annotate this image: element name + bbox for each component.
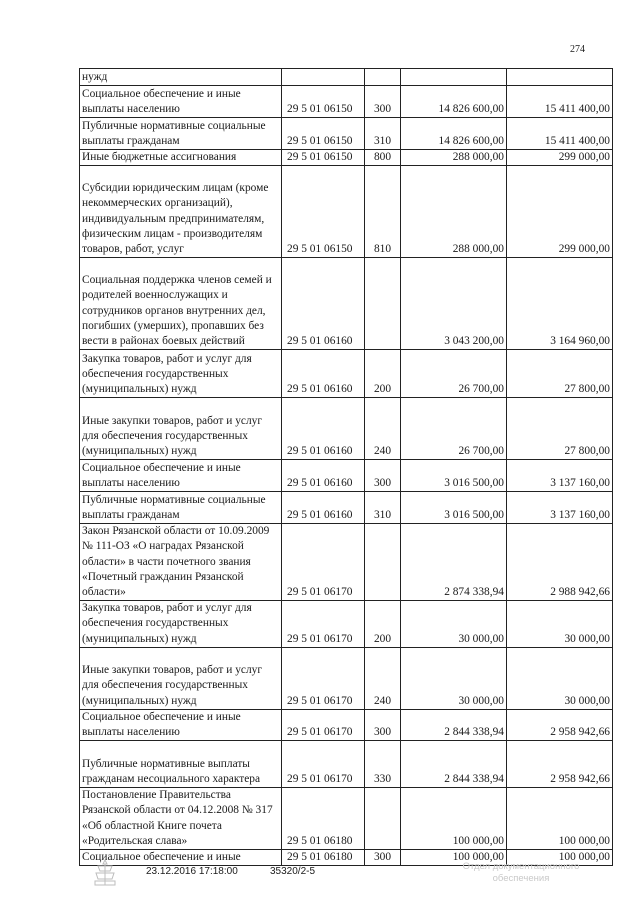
- table-row: [80, 398, 613, 460]
- emblem-icon: [92, 858, 118, 888]
- row-code: 29 5 01 06160: [282, 460, 365, 492]
- table-row: [80, 118, 613, 150]
- row-code: 29 5 01 06160: [282, 492, 365, 524]
- row-code: 29 5 01 06170: [282, 647, 365, 709]
- footer: [0, 862, 640, 892]
- row-amount-1: 14 826 600,00: [401, 86, 507, 118]
- row-code: 29 5 01 06170: [282, 741, 365, 788]
- row-amount-2: 27 800,00: [507, 350, 613, 398]
- table-row: [80, 601, 613, 648]
- row-amount-1: 2 874 338,94: [401, 524, 507, 601]
- row-amount-1: 30 000,00: [401, 601, 507, 648]
- row-amount-2: 3 137 160,00: [507, 460, 613, 492]
- row-type: [365, 258, 401, 350]
- row-code: 29 5 01 06160: [282, 350, 365, 398]
- row-amount-1: 288 000,00: [401, 150, 507, 166]
- row-name: Иные бюджетные ассигнования: [80, 150, 282, 166]
- row-code: 29 5 01 06150: [282, 86, 365, 118]
- table-row: [80, 647, 613, 709]
- row-code: 29 5 01 06150: [282, 166, 365, 258]
- table-row: [80, 69, 613, 86]
- row-amount-1: 26 700,00: [401, 398, 507, 460]
- row-code: 29 5 01 06160: [282, 398, 365, 460]
- page-number: 274: [570, 44, 585, 55]
- row-name: Социальное обеспечение и иные выплаты населению: [80, 460, 282, 492]
- row-amount-1: 2 844 338,94: [401, 709, 507, 740]
- footer-timestamp: 23.12.2016 17:18:00: [146, 866, 238, 877]
- row-amount-1: 3 016 500,00: [401, 460, 507, 492]
- footer-document-id: 35320/2-5: [270, 866, 316, 877]
- row-amount-2: 299 000,00: [507, 166, 613, 258]
- row-name: Субсидии юридическим лицам (кроме некоммерческих организаций), индивидуальным предпринимателям, физическим лицам - производителям товаров, работ, услуг: [80, 166, 282, 258]
- row-type: 310: [365, 118, 401, 150]
- row-amount-2: 100 000,00: [507, 788, 613, 850]
- row-code: 29 5 01 06170: [282, 601, 365, 648]
- row-type: [365, 524, 401, 601]
- row-name: нужд: [80, 69, 282, 86]
- table-row: [80, 350, 613, 398]
- row-amount-2: 2 958 942,66: [507, 709, 613, 740]
- department-watermark: [446, 861, 596, 885]
- table-row: [80, 460, 613, 492]
- row-name: Публичные нормативные социальные выплаты гражданам: [80, 492, 282, 524]
- row-amount-2: 27 800,00: [507, 398, 613, 460]
- row-type: 810: [365, 166, 401, 258]
- row-amount-2: 2 958 942,66: [507, 741, 613, 788]
- row-amount-2: [507, 69, 613, 86]
- row-amount-2: 30 000,00: [507, 601, 613, 648]
- row-amount-2: 299 000,00: [507, 150, 613, 166]
- row-type: 300: [365, 460, 401, 492]
- row-type: 300: [365, 709, 401, 740]
- row-code: 29 5 01 06180: [282, 788, 365, 850]
- row-amount-2: 2 988 942,66: [507, 524, 613, 601]
- row-code: 29 5 01 06180: [282, 850, 365, 866]
- row-code: 29 5 01 06170: [282, 524, 365, 601]
- row-amount-1: 100 000,00: [401, 788, 507, 850]
- row-type: [365, 69, 401, 86]
- row-name: Социальное обеспечение и иные: [80, 850, 282, 866]
- row-code: 29 5 01 06150: [282, 118, 365, 150]
- row-code: [282, 69, 365, 86]
- row-amount-1: [401, 69, 507, 86]
- row-amount-1: 288 000,00: [401, 166, 507, 258]
- row-amount-1: 26 700,00: [401, 350, 507, 398]
- row-name: Социальная поддержка членов семей и родителей военнослужащих и сотрудников органов внутренних дел, погибших (умерших), пропавших без вести в районах боевых действий: [80, 258, 282, 350]
- row-name: Закупка товаров, работ и услуг для обеспечения государственных (муниципальных) нужд: [80, 601, 282, 648]
- row-name: Иные закупки товаров, работ и услуг для обеспечения государственных (муниципальных) нужд: [80, 398, 282, 460]
- row-type: [365, 788, 401, 850]
- row-amount-2: 100 000,00: [507, 850, 613, 866]
- row-name: Публичные нормативные социальные выплаты гражданам: [80, 118, 282, 150]
- row-type: 200: [365, 601, 401, 648]
- budget-table: [79, 68, 613, 866]
- row-amount-2: 15 411 400,00: [507, 86, 613, 118]
- table-row: [80, 86, 613, 118]
- watermark-line: Отдел документационного: [462, 861, 580, 872]
- row-name: Постановление Правительства Рязанской области от 04.12.2008 № 317 «Об областной Книге почета «Родительская слава»: [80, 788, 282, 850]
- row-amount-2: 3 164 960,00: [507, 258, 613, 350]
- row-name: Социальное обеспечение и иные выплаты населению: [80, 709, 282, 740]
- row-name: Закупка товаров, работ и услуг для обеспечения государственных (муниципальных) нужд: [80, 350, 282, 398]
- row-code: 29 5 01 06170: [282, 709, 365, 740]
- row-type: 300: [365, 850, 401, 866]
- row-amount-2: 3 137 160,00: [507, 492, 613, 524]
- row-code: 29 5 01 06160: [282, 258, 365, 350]
- table-row: [80, 166, 613, 258]
- row-code: 29 5 01 06150: [282, 150, 365, 166]
- row-type: 300: [365, 86, 401, 118]
- row-type: 330: [365, 741, 401, 788]
- row-amount-1: 3 016 500,00: [401, 492, 507, 524]
- row-type: 200: [365, 350, 401, 398]
- row-amount-2: 30 000,00: [507, 647, 613, 709]
- row-name: Публичные нормативные выплаты гражданам несоциального характера: [80, 741, 282, 788]
- table-row: [80, 741, 613, 788]
- table-row: [80, 150, 613, 166]
- table-row: [80, 492, 613, 524]
- row-amount-2: 15 411 400,00: [507, 118, 613, 150]
- row-amount-1: 30 000,00: [401, 647, 507, 709]
- row-name: Иные закупки товаров, работ и услуг для обеспечения государственных (муниципальных) нужд: [80, 647, 282, 709]
- row-type: 240: [365, 398, 401, 460]
- row-type: 800: [365, 150, 401, 166]
- table-row: [80, 258, 613, 350]
- row-amount-1: 3 043 200,00: [401, 258, 507, 350]
- row-amount-1: 14 826 600,00: [401, 118, 507, 150]
- row-name: Закон Рязанской области от 10.09.2009 № 111-ОЗ «О наградах Рязанской области» в части почетного звания «Почетный гражданин Рязанской области»: [80, 524, 282, 601]
- row-name: Социальное обеспечение и иные выплаты населению: [80, 86, 282, 118]
- row-amount-1: 100 000,00: [401, 850, 507, 866]
- row-type: 240: [365, 647, 401, 709]
- row-amount-1: 2 844 338,94: [401, 741, 507, 788]
- table-row: [80, 709, 613, 740]
- table-row: [80, 524, 613, 601]
- row-type: 310: [365, 492, 401, 524]
- table-row: [80, 788, 613, 850]
- watermark-line: обеспечения: [492, 873, 550, 884]
